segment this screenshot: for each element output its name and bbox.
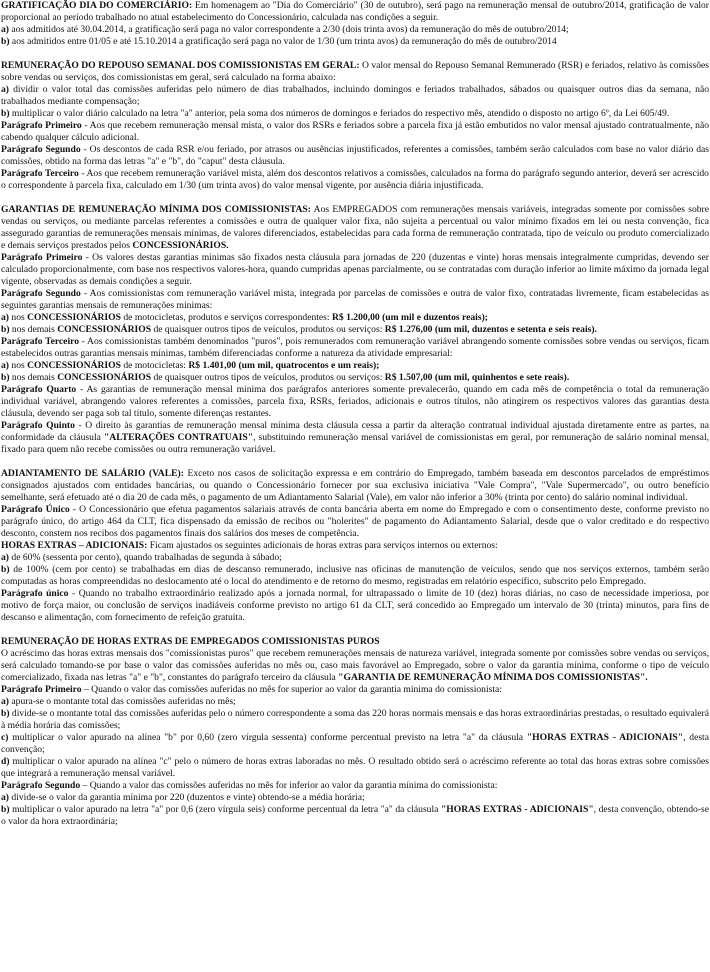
clause-text: multiplicar o valor apurado na letra "a" por 0,6 (zero vírgula seis) conforme percentual da letra "a" da cláusula: [9, 804, 441, 815]
clause-emphasis: CONCESSIONÁRIOS: [57, 372, 152, 383]
clause-lead: Parágrafo Terceiro: [1, 168, 79, 179]
clause-lead: Parágrafo Primeiro: [1, 684, 82, 695]
clause-text: divide-se o montante total das comissões auferidas pelo o número correspondente a soma das 220 horas normais mensais e das horas extraordinárias prestadas, o resultado equivalerá à média horária das comissões;: [1, 708, 709, 731]
section-heading-paragraph: [1, 204, 709, 252]
clause-paragraph: [1, 84, 709, 108]
clause-lead: b): [1, 804, 10, 815]
section-heading-paragraph: [1, 60, 709, 84]
clause-paragraph: [1, 804, 709, 828]
clause-paragraph: [1, 540, 709, 552]
clause-text: - O Concessionário que efetua pagamentos salariais através de conta bancária aberta em nome do Empregado e com o consentimento deste, conforme previsto no parágrafo único, do artigo 464 da CLT, fica dispensado da emissão de recibos ou "holerites" de pagamento do Adiantamento Salarial, desde que o valor creditado e do respectivo desconto, constem nos recibos dos pagamentos finais dos salários dos meses de competência.: [1, 504, 709, 539]
clause-emphasis: CONCESSIONÁRIOS: [27, 360, 121, 371]
clause-text: , desta convenção;: [1, 732, 709, 755]
clause-lead: REMUNERAÇÃO DE HORAS EXTRAS DE EMPREGADOS COMISSIONISTAS PUROS: [1, 636, 380, 647]
clause-lead: Parágrafo Primeiro: [1, 120, 82, 131]
clause-text: aos admitidos até 30.04.2014, a gratificação será paga no valor correspondente a 2/30 (dois trinta avos) da remuneração do mês de outubro/2014;: [9, 24, 569, 35]
clause-paragraph: [1, 648, 709, 684]
clause-lead: b): [1, 708, 10, 719]
clause-lead: Parágrafo Único: [1, 504, 70, 515]
clause-paragraph: [1, 168, 709, 192]
clause-lead: Parágrafo Quinto: [1, 420, 75, 431]
clause-text: nos demais: [9, 324, 58, 335]
clause-text: de quaisquer outros tipos de veículos, produtos ou serviços:: [151, 372, 385, 383]
clause-text: Em homenagem ao "Dia do Comerciário" (30 de outubro), será pago na remuneração mensal de outubro/2014, gratificação de valor proporcional ao período trabalhado no atual estabelecimento do Concessionário, calculada nas condições a seguir.: [1, 0, 709, 23]
clause-paragraph: [1, 708, 709, 732]
clause-text: - Os valores destas garantias mínimas são fixados nesta cláusula para jornadas de 220 (duzentas e vinte) horas mensais integralmente cumpridas, devendo ser calculado proporcionalmente, com base nos respectivos valores-hora, quando cumpridas apenas parcialmente, ou se contratadas com duração inferior ao limite máximo da jornada legal vigente, observadas as demais condições a seguir.: [1, 252, 709, 287]
clause-lead: a): [1, 84, 9, 95]
clause-paragraph: [1, 564, 709, 588]
clause-paragraph: [1, 420, 709, 456]
clause-lead: c): [1, 732, 9, 743]
section-heading-paragraph: [1, 636, 709, 648]
section-spacer: [1, 192, 709, 204]
clause-lead: Parágrafo Segundo: [1, 144, 81, 155]
clause-text: multiplicar o valor apurado na alínea "b" por 0,60 (zero vírgula sessenta) conforme percentual previsto na letra "a" da cláusula: [8, 732, 527, 743]
clause-text: Aos EMPREGADOS com remunerações mensais variáveis, integradas somente por comissões sobre vendas ou serviços, ou mediante parcelas referentes a comissões e outra de qualquer valor fixa, não sujeita a percentual ou valor mínimo fixados em lei ou nesta convenção, fica assegurado garantias de remunerações mensais mínimas, de valores diferenciados, estabelecidas para cada forma de remuneração contratada, tipo de veículo ou produto comercializado e demais serviços prestados pelos: [1, 204, 709, 251]
clause-paragraph: [1, 360, 709, 372]
clause-paragraph: [1, 684, 709, 696]
clause-paragraph: [1, 288, 709, 312]
clause-lead: Parágrafo Terceiro: [1, 336, 79, 347]
clause-text: apura-se o montante total das comissões auferidas no mês;: [9, 696, 236, 707]
clause-text: - Aos comissionistas com remuneração variável mista, integrada por parcelas de comissões e outra de valor fixo, contratadas livremente, ficam estabelecidas as seguintes garantias mensais de remunerações mínimas:: [1, 288, 709, 311]
clause-text: O valor mensal do Repouso Semanal Remunerado (RSR) e feriados, relativo às comissões sobre vendas ou serviços, dos comissionistas em geral, será calculado na forma abaixo:: [1, 60, 709, 83]
clause-emphasis: "ALTERAÇÕES CONTRATUAIS": [103, 432, 254, 443]
section-spacer: [1, 624, 709, 636]
clause-paragraph: [1, 108, 709, 120]
clause-lead: a): [1, 312, 9, 323]
clause-text: de motocicletas:: [120, 360, 189, 371]
clause-text: - Aos comissionistas também denominados "puros", pois remunerados com remuneração variável abrangendo somente comissões sobre vendas ou serviços, ficam estabelecidos outras garantias mensais mínimas, também diferenciadas conforme a natureza da atividade empresarial:: [1, 336, 709, 359]
clause-lead: b): [1, 108, 10, 119]
clause-lead: b): [1, 324, 10, 335]
clause-text: – Quando o valor das comissões auferidas no mês for superior ao valor da garantia mínima do comissionista:: [81, 684, 502, 695]
section-rsr: [1, 60, 709, 192]
clause-emphasis: R$ 1.200,00 (um mil e duzentos reais);: [331, 312, 488, 323]
clause-lead: HORAS EXTRAS – ADICIONAIS:: [1, 540, 148, 551]
clause-paragraph: [1, 732, 709, 756]
clause-lead: a): [1, 24, 9, 35]
clause-lead: Parágrafo Segundo: [1, 780, 81, 791]
clause-text: – Quando a valor das comissões auferidas no mês for inferior ao valor da garantia mínima do comissionista:: [80, 780, 498, 791]
section-gratificacao: [1, 0, 709, 48]
clause-lead: a): [1, 552, 9, 563]
clause-paragraph: [1, 324, 709, 336]
clause-emphasis: R$ 1.276,00 (um mil, duzentos e setenta e seis reais).: [384, 324, 597, 335]
clause-paragraph: [1, 588, 709, 624]
clause-text: Ficam ajustados os seguintes adicionais de horas extras para serviços internos ou externos:: [147, 540, 498, 551]
clause-text: dividir o valor total das comissões auferidas pelo número de dias trabalhados, incluindo domingos e feriados trabalhados, sábados ou quaisquer outros dias da semana, não trabalhados mediante compensação;: [1, 84, 709, 107]
clause-emphasis: "HORAS EXTRAS - ADICIONAIS": [526, 732, 684, 743]
clause-text: divide-se o valor da garantia mínima por 220 (duzentos e vinte) obtendo-se a média horária;: [9, 792, 365, 803]
clause-lead: Parágrafo Quarto: [1, 384, 77, 395]
section-heading-paragraph: [1, 0, 709, 24]
clause-paragraph: [1, 336, 709, 360]
clause-paragraph: [1, 756, 709, 780]
clause-emphasis: "GARANTIA DE REMUNERAÇÃO MÍNIMA DOS COMISSIONISTAS".: [338, 672, 648, 683]
clause-paragraph: [1, 252, 709, 288]
clause-paragraph: [1, 780, 709, 792]
section-horas-extras-comissionistas: [1, 636, 709, 828]
clause-emphasis: "HORAS EXTRAS - ADICIONAIS": [440, 804, 594, 815]
clause-paragraph: [1, 372, 709, 384]
clause-paragraph: [1, 36, 709, 48]
clause-text: Exceto nos casos de solicitação expressa e em contrário do Empregado, também baseada em descontos parcelados de empréstimos consignados ajustados com entidades bancárias, ou quando o Concessionário fornecer por sua exclusiva iniciativa "Vale Compra", "Vale Supermercado", ou outro benefício semelhante, será efetuado até o dia 20 de cada mês, o pagamento de um Adiantamento Salarial (Vale), em valor não inferior a 30% (trinta por cento) do salário nominal individual.: [1, 468, 710, 503]
clause-lead: b): [1, 564, 10, 575]
clause-lead: d): [1, 756, 10, 767]
clause-text: - As garantias de remuneração mensal mínima dos parágrafos anteriores somente prevalecerão, quando em cada mês de competência o total da remuneração individual variável, abrangendo valores referentes a comissões, parcela fixa, RSRs, feriados, adicionais e outros títulos, não atingirem os respectivos valores das garantias desta cláusula, devendo ser paga sob tal título, somente diferenças restantes.: [1, 384, 709, 419]
section-spacer: [1, 48, 709, 60]
clause-text: de 100% (cem por cento) se trabalhadas em dias de descanso remunerado, inclusive nas oficinas de manutenção de veículos, sendo que nos serviços externos, também serão computadas as horas compreendidas no deslocamento até o local do atendimento e de retorno do mesmo, registradas em relatório específico, subscrito pelo Empregado.: [1, 564, 709, 587]
clause-text: de 60% (sessenta por cento), quando trabalhadas de segunda à sábado;: [9, 552, 282, 563]
clause-text: - Os descontos de cada RSR e/ou feriado, por atrasos ou ausências injustificados, referentes a comissões, também serão calculados com base no valor diário das comissões, obtido na forma das letras "a" e "b", do "caput" desta cláusula.: [1, 144, 709, 167]
clause-lead: a): [1, 792, 9, 803]
section-spacer: [1, 456, 709, 468]
clause-text: - Aos que recebem remuneração variável mista, além dos descontos relativos a comissões, calculados na forma do parágrafo segundo anterior, deverá ser acrescido o correspondente à parcela fixa, calculado em 1/30 (um trinta avos) do valor mensal vigente, por ausência diária injustificada.: [1, 168, 709, 191]
section-garantias: [1, 204, 709, 456]
section-heading-paragraph: [1, 468, 709, 504]
clause-paragraph: [1, 144, 709, 168]
clause-lead: b): [1, 36, 10, 47]
clause-text: , desta convenção, obtendo-se o valor da hora extraordinária;: [1, 804, 709, 827]
clause-text: multiplicar o valor apurado na alínea "c" pelo o número de horas extras laboradas no mês. O resultado obtido será o acréscimo referente ao total das horas extras sobre comissões que integrará a remuneração mensal variável.: [1, 756, 709, 779]
clause-lead: Parágrafo Segundo: [1, 288, 81, 299]
clause-emphasis: CONCESSIONÁRIOS: [27, 312, 121, 323]
clause-text: nos: [9, 360, 28, 371]
clause-lead: Parágrafo Primeiro: [1, 252, 83, 263]
clause-text: multiplicar o valor diário calculado na letra "a" anterior, pela soma dos números de domingos e feriados do respectivo mês, atendido o disposto no artigo 6º, da Lei 605/49.: [9, 108, 670, 119]
clause-paragraph: [1, 792, 709, 804]
clause-lead: ADIANTAMENTO DE SALÁRIO (VALE):: [1, 468, 184, 479]
clause-lead: REMUNERAÇÃO DO REPOUSO SEMANAL DOS COMISSIONISTAS EM GERAL:: [1, 60, 360, 71]
clause-text: de quaisquer outros tipos de veículos, produtos ou serviços:: [151, 324, 385, 335]
clause-lead: GRATIFICAÇÃO DIA DO COMERCIÁRIO:: [1, 0, 193, 11]
clause-paragraph: [1, 384, 709, 420]
clause-emphasis: CONCESSIONÁRIOS.: [132, 240, 229, 251]
clause-emphasis: R$ 1.401,00 (um mil, quatrocentos e um reais);: [188, 360, 380, 371]
clause-lead: b): [1, 372, 10, 383]
clause-text: nos: [9, 312, 28, 323]
clause-text: nos demais: [9, 372, 58, 383]
section-adiantamento: [1, 468, 709, 624]
clause-paragraph: [1, 312, 709, 324]
clause-emphasis: CONCESSIONÁRIOS: [57, 324, 152, 335]
clause-paragraph: [1, 24, 709, 36]
clause-lead: Parágrafo único: [1, 588, 69, 599]
clause-paragraph: [1, 504, 709, 540]
clause-text: - Aos que recebem remuneração mensal mista, o valor dos RSRs e feriados sobre a parcela fixa já estão embutidos no valor mensal ajustado contratualmente, não cabendo qualquer cálculo adicional.: [1, 120, 709, 143]
clause-text: O acréscimo das horas extras mensais dos "comissionistas puros" que recebem remunerações mensais de natureza variável, integrada somente por comissões sobre vendas ou serviços, será calculado tomando-se por base o valor das comissões auferidas no mês ou, caso mais favorável ao Empregado, sobre o valor da garantia mínima, conforme o tipo de veículo comercializado, fixada nas letras "a" e "b", constantes do parágrafo terceiro da cláusula: [1, 648, 709, 683]
clause-emphasis: R$ 1.507,00 (um mil, quinhentos e sete reais).: [384, 372, 570, 383]
clause-text: - O direito às garantias de remuneração mensal mínima desta cláusula cessa a partir da alteração contratual individual ajustada diretamente entre as partes, na conformidade da cláusula: [1, 420, 709, 443]
clause-paragraph: [1, 120, 709, 144]
clause-text: , substituindo remuneração mensal variável de comissionistas em geral, por remuneração de salário nominal mensal, fixado para quem não recebe comissões ou outra remuneração variável.: [1, 432, 710, 455]
clause-lead: a): [1, 360, 9, 371]
clause-text: de motocicletas, produtos e serviços correspondentes:: [120, 312, 332, 323]
clause-text: aos admitidos entre 01/05 e até 15.10.2014 a gratificação será paga no valor de 1/30 (um trinta avos) da remuneração do mês de outubro/2014: [9, 36, 557, 47]
clause-paragraph: [1, 552, 709, 564]
clause-lead: a): [1, 696, 9, 707]
clause-lead: GARANTIAS DE REMUNERAÇÃO MÍNIMA DOS COMISSIONISTAS:: [1, 204, 311, 215]
clause-paragraph: [1, 696, 709, 708]
clause-text: - Quando no trabalho extraordinário realizado após a jornada normal, for ultrapassado o limite de 10 (dez) horas diárias, no caso de necessidade imperiosa, por motivo de força maior, ou conclusão de serviços inadiáveis conforme previsto no artigo 61 da CLT, será concedido ao Empregado um intervalo de 30 (trinta) minutos, para fins de descanso e alimentação, com fornecimento de refeição gratuita.: [1, 588, 709, 623]
